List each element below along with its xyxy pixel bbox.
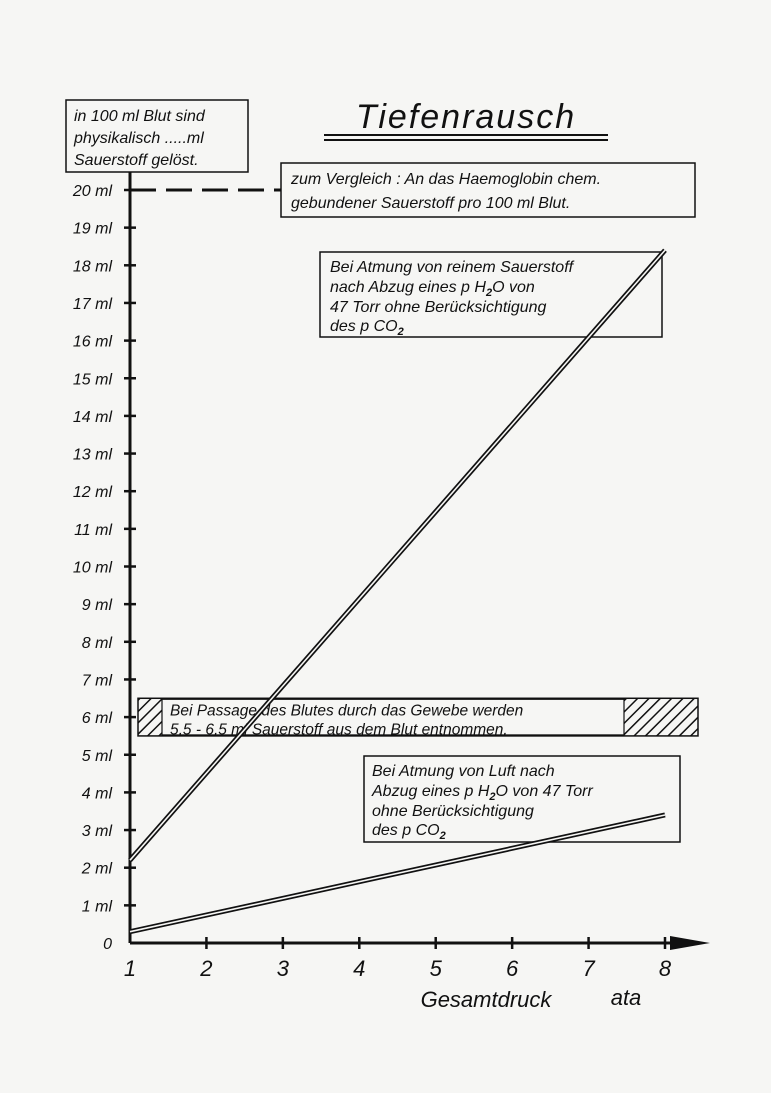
y-tick-label: 14 ml	[72, 408, 112, 426]
air-line-4-sub: 2	[439, 830, 446, 842]
oxygen-annotation-line-1: Bei Atmung von reinem Sauerstoff	[330, 259, 574, 276]
x-tick-label: 1	[123, 956, 137, 981]
x-tick-label: 6	[506, 956, 519, 981]
air-line-2-sub: 2	[489, 791, 496, 803]
y-tick-label: 0	[103, 936, 112, 953]
oxygen-annotation-line-2	[330, 279, 535, 299]
chart-title: Tiefenrausch	[355, 98, 577, 136]
y-tick-label: 7 ml	[81, 672, 112, 690]
x-tick-label: 7	[582, 956, 595, 981]
x-axis-unit: ata	[610, 985, 642, 1010]
y-axis-label-line-3: Sauerstoff gelöst.	[74, 152, 199, 169]
y-tick-label: 18 ml	[72, 258, 112, 276]
y-tick-label: 5 ml	[81, 747, 112, 765]
y-tick-label: 9 ml	[81, 597, 112, 615]
y-tick-label: 10 ml	[72, 559, 112, 577]
oxygen-line-2-sub: 2	[485, 287, 493, 299]
x-tick-label: 4	[353, 956, 366, 981]
y-tick-label: 12 ml	[72, 484, 112, 502]
oxygen-line-2-b: O von	[492, 279, 535, 296]
y-axis-label-line-1: in 100 ml Blut sind	[74, 108, 205, 125]
oxygen-line-4-sub: 2	[397, 326, 404, 338]
x-tick-label: 2	[200, 956, 213, 981]
y-tick-label: 15 ml	[72, 371, 112, 389]
air-annotation-line-3: ohne Berücksichtigung	[372, 803, 534, 820]
oxygen-line-4-a: des p CO	[330, 318, 398, 335]
air-annotation-line-2	[371, 783, 593, 803]
band-group	[138, 698, 698, 738]
oxygen-annotation-line-3: 47 Torr ohne Berücksichtigung	[330, 299, 547, 316]
y-tick-label: 2 ml	[81, 860, 112, 878]
y-ticks	[72, 183, 136, 953]
y-tick-label: 4 ml	[81, 785, 112, 803]
oxygen-annotation-line-4	[330, 318, 404, 338]
x-axis-label: Gesamtdruck	[420, 987, 552, 1012]
y-tick-label: 13 ml	[72, 446, 112, 464]
x-tick-label: 8	[658, 956, 672, 981]
air-line-2-b: O von 47 Torr	[495, 783, 593, 800]
band-label-line-2: 5,5 - 6,5 ml Sauerstoff aus dem Blut entnommen.	[170, 721, 508, 739]
reference-annotation-line-1: zum Vergleich : An das Haemoglobin chem.	[291, 171, 602, 188]
y-tick-label: 17 ml	[72, 295, 112, 313]
air-annotation-line-1: Bei Atmung von Luft nach	[372, 763, 555, 780]
air-line-2-a: Abzug eines p H	[372, 783, 490, 800]
x-tick-label: 3	[276, 956, 289, 981]
y-tick-label: 8 ml	[81, 634, 112, 652]
y-tick-label: 16 ml	[72, 333, 112, 351]
air-annotation-line-4	[372, 822, 446, 842]
x-axis-arrow-icon	[670, 936, 710, 950]
oxygen-line-2-a: nach Abzug eines p H	[330, 279, 486, 296]
y-tick-label: 11 ml	[74, 521, 112, 539]
x-tick-label: 5	[429, 956, 442, 981]
y-tick-label: 1 ml	[81, 898, 112, 916]
y-tick-label: 20 ml	[72, 183, 112, 200]
reference-annotation-line-2: gebundener Sauerstoff pro 100 ml Blut.	[291, 195, 571, 212]
air-line-4-a: des p CO	[372, 822, 440, 839]
y-tick-label: 3 ml	[81, 823, 112, 841]
y-axis-label-line-2: physikalisch .....ml	[74, 130, 204, 147]
y-tick-label: 6 ml	[81, 710, 112, 728]
y-tick-label: 19 ml	[72, 220, 112, 238]
band-label-line-1: Bei Passage des Blutes durch das Gewebe werden	[170, 702, 524, 720]
